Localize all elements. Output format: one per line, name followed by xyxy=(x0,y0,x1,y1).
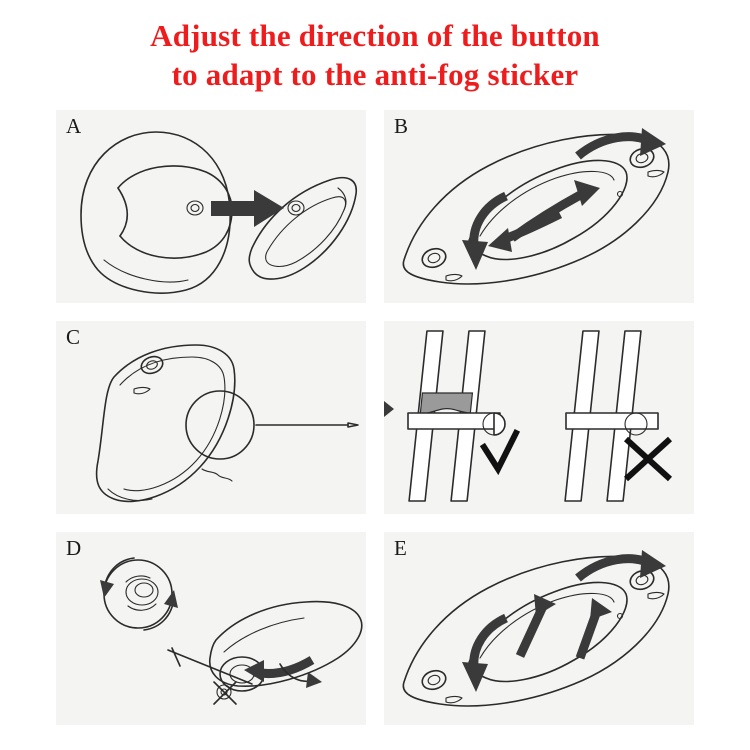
panel-label-b: B xyxy=(394,114,409,138)
title-line-1: Adjust the direction of the button xyxy=(150,18,600,53)
panel-f-illustration xyxy=(384,532,694,725)
panel-c-illustration xyxy=(56,321,366,514)
panel-b-illustration xyxy=(384,110,694,303)
panel-label-a: A xyxy=(66,114,82,138)
panel-e-illustration xyxy=(56,532,366,725)
arrow-rotate-button-left xyxy=(100,558,134,598)
panel-grid xyxy=(0,110,750,725)
panel-label-c: C xyxy=(66,325,81,349)
arrow-up-left xyxy=(520,594,556,656)
arrow-insert-direction xyxy=(211,190,284,227)
arrow-lens-down xyxy=(488,214,560,252)
panel-f-visor-final-alignment xyxy=(384,532,694,725)
panel-d-cross-section-correct-incorrect xyxy=(384,321,694,514)
title-line-2: to adapt to the anti-fog sticker xyxy=(171,57,579,92)
panel-c-visor-pin-detail xyxy=(56,321,366,514)
panel-d-illustration xyxy=(384,321,694,514)
page-title xyxy=(0,0,750,94)
panel-e-button-turn-screw xyxy=(56,532,366,725)
arrow-turn-shell xyxy=(244,660,312,682)
panel-a-illustration xyxy=(56,110,366,303)
panel-a-helmet-visor-insert xyxy=(56,110,366,303)
panel-b-visor-rotate-buttons xyxy=(384,110,694,303)
arrow-up-right xyxy=(580,598,612,658)
panel-label-e: E xyxy=(394,536,407,560)
panel-label-d: D xyxy=(66,536,82,560)
